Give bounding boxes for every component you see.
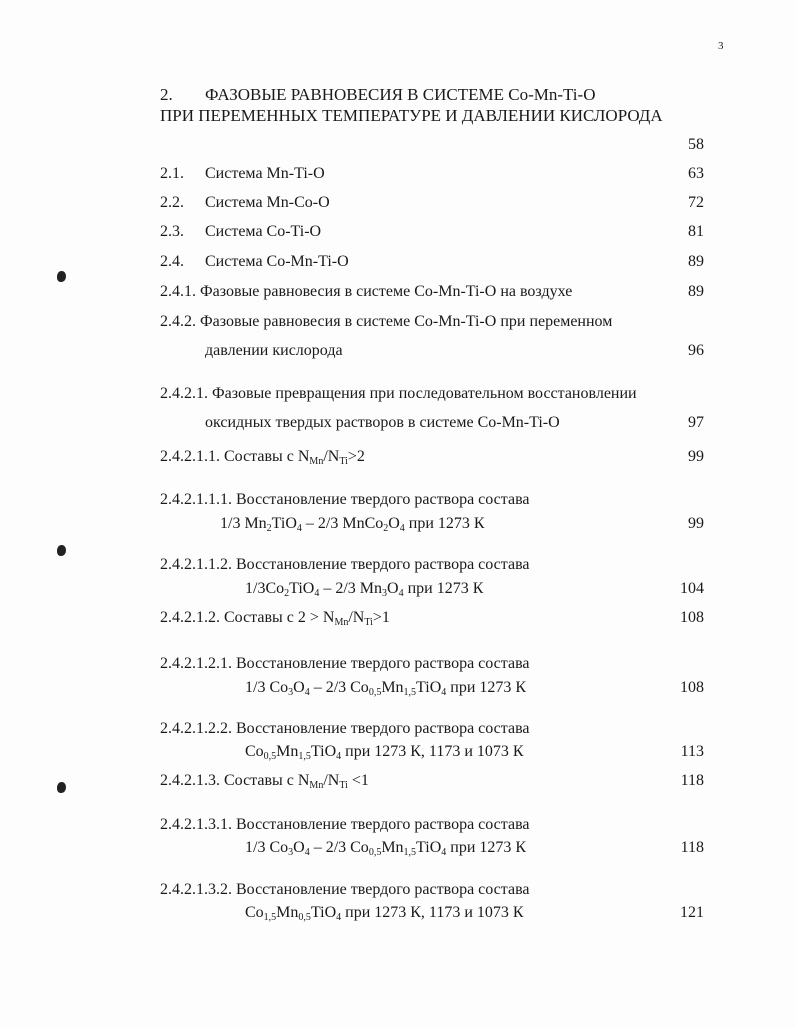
toc-2-4-2-1-2-1-title-line1: 2.4.2.1.2.1. Восстановление твердого раствора состава <box>160 655 530 672</box>
toc-2-4-2-1-1-1-title-line1: 2.4.2.1.1.1. Восстановление твердого раствора состава <box>160 491 530 508</box>
section-2-page: 58 <box>688 136 704 153</box>
binder-hole-mark <box>57 271 66 282</box>
toc-2-4-title: Система Co-Mn-Ti-O <box>205 253 349 270</box>
toc-2-2-title: Система Mn-Co-O <box>205 194 330 211</box>
toc-2-4-2-1-3-1-formula: 1/3 $Co_3O_4 - 2/3$ $Co_{0,5}Mn_{1,5}TiO_4$ при 1273 К <box>245 839 527 858</box>
toc-2-4-2-1-1-2-formula: $1/3Co_2TiO_4 - 2/3$ $Mn_3O_4$ при 1273 К <box>245 580 484 599</box>
toc-2-4-2-1-1-1-page: 99 <box>688 515 704 532</box>
toc-2-4-number: 2.4. <box>160 253 184 270</box>
toc-2-2-number: 2.2. <box>160 194 184 211</box>
toc-2-4-2-1-2-2-formula: $Co_{0,5}Mn_{1,5}TiO_4$ при 1273 К, 1173 и 1073 К <box>245 743 524 762</box>
toc-2-4-2-1-1-2-page: 104 <box>680 580 704 597</box>
toc-2-4-2-1-3-2-title-line1: 2.4.2.1.3.2. Восстановление твердого раствора состава <box>160 881 530 898</box>
toc-2-4-2-1-1-2-title-line1: 2.4.2.1.1.2. Восстановление твердого раствора состава <box>160 556 530 573</box>
binder-hole-mark <box>57 545 66 556</box>
toc-2-1-page: 63 <box>688 165 704 182</box>
toc-2-1-title: Система Mn-Ti-O <box>205 165 325 182</box>
toc-2-4-2-title-line1: 2.4.2. Фазовые равновесия в системе Co-Mn-Ti-O при переменном <box>160 313 613 330</box>
toc-2-4-2-page: 96 <box>688 342 704 359</box>
toc-2-4-2-1-3-2-page: 121 <box>680 904 704 921</box>
toc-2-4-2-title-line2: давлении кислорода <box>205 342 343 359</box>
toc-2-4-2-1-3-page: 118 <box>680 772 704 789</box>
toc-2-4-2-1-3-title: 2.4.2.1.3. Составы с $N_{Mn}/N_{Ti} <1$ <box>160 772 369 791</box>
toc-2-4-page: 89 <box>688 253 704 270</box>
toc-2-4-2-1-page: 97 <box>688 414 704 431</box>
toc-2-4-2-1-2-1-page: 108 <box>680 679 704 696</box>
page-number: 3 <box>718 40 724 52</box>
section-2-title-line2: ПРИ ПЕРЕМЕННЫХ ТЕМПЕРАТУРЕ И ДАВЛЕНИИ КИСЛОРОДА <box>160 106 663 125</box>
toc-2-4-2-1-1-page: 99 <box>688 448 704 465</box>
toc-2-4-2-1-title-line2: оксидных твердых растворов в системе Co-Mn-Ti-O <box>205 414 560 431</box>
toc-2-3-page: 81 <box>688 223 704 240</box>
toc-2-4-2-1-2-1-formula: 1/3 $Co_3O_4 - 2/3$ $Co_{0,5}Mn_{1,5}TiO_4$ при 1273 К <box>245 679 527 698</box>
binder-hole-mark <box>57 782 66 793</box>
toc-2-4-2-1-1-title: 2.4.2.1.1. Составы с $N_{Mn}/N_{Ti}>2$ <box>160 448 365 467</box>
toc-2-2-page: 72 <box>688 194 704 211</box>
section-2-number: 2. <box>160 85 173 104</box>
toc-2-4-2-1-title-line1: 2.4.2.1. Фазовые превращения при последовательном восстановлении <box>160 385 637 402</box>
toc-2-4-2-1-2-page: 108 <box>680 609 704 626</box>
toc-2-4-2-1-2-title: 2.4.2.1.2. Составы с $2 > N_{Mn}/N_{Ti}>1$ <box>160 609 390 628</box>
toc-2-4-2-1-2-2-title-line1: 2.4.2.1.2.2. Восстановление твердого раствора состава <box>160 720 530 737</box>
toc-2-4-1-page: 89 <box>688 283 704 300</box>
toc-2-3-number: 2.3. <box>160 223 184 240</box>
toc-2-4-2-1-3-2-formula: $Co_{1,5}Mn_{0,5}TiO_4$ при 1273 К, 1173 и 1073 К <box>245 904 524 923</box>
toc-2-4-2-1-3-1-title-line1: 2.4.2.1.3.1. Восстановление твердого раствора состава <box>160 816 530 833</box>
toc-2-4-2-1-1-1-formula: 1/3 $Mn_2TiO_4 - 2/3$ $MnCo_2O_4$ при 1273 К <box>220 515 485 534</box>
toc-2-1-number: 2.1. <box>160 165 184 182</box>
toc-2-4-1-title: 2.4.1. Фазовые равновесия в системе Co-Mn-Ti-O на воздухе <box>160 283 573 300</box>
section-2-title-line1: ФАЗОВЫЕ РАВНОВЕСИЯ В СИСТЕМЕ Co-Mn-Ti-O <box>205 85 596 104</box>
toc-2-4-2-1-3-1-page: 118 <box>680 839 704 856</box>
toc-2-4-2-1-2-2-page: 113 <box>680 743 704 760</box>
toc-2-3-title: Система Co-Ti-O <box>205 223 322 240</box>
